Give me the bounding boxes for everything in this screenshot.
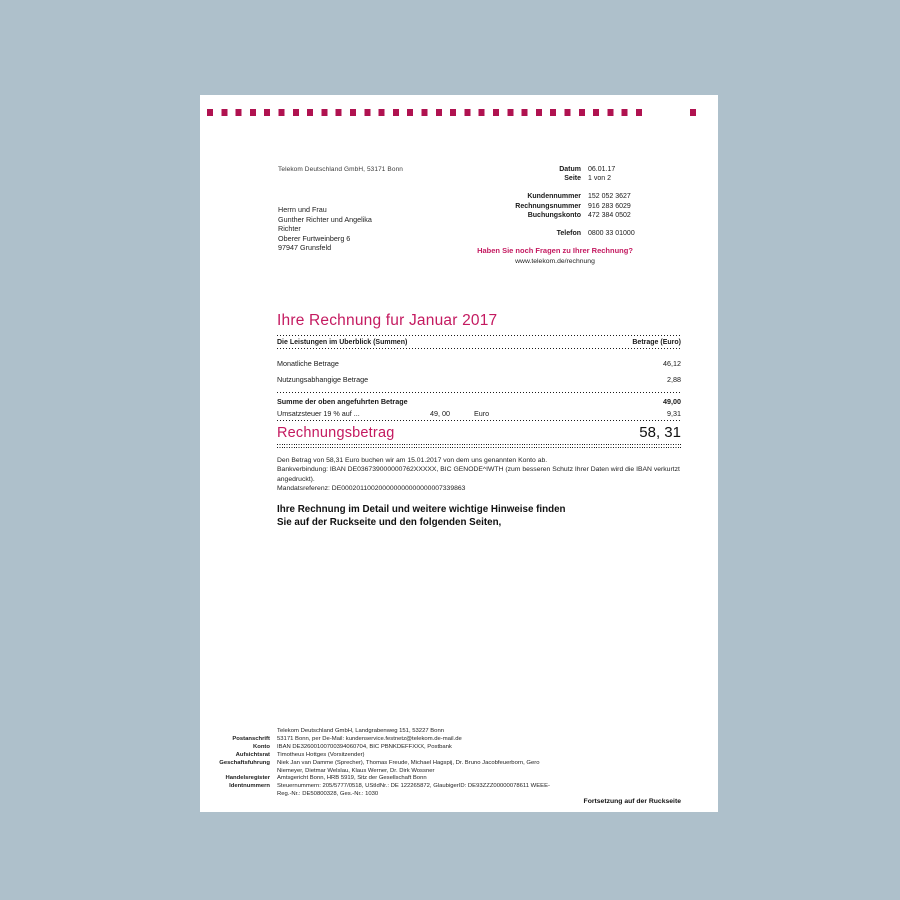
meta-label: Kundennummer: [527, 193, 581, 201]
total-row: [277, 424, 681, 444]
meta-row-telefon: [430, 229, 680, 238]
meta-label: Buchungskonto: [527, 211, 581, 219]
footer-row: [207, 775, 693, 783]
footer-row: [207, 783, 693, 799]
questions-headline: Haben Sie noch Fragen zu Ihrer Rechnung?: [477, 246, 633, 255]
invoice-body: [277, 312, 681, 529]
meta-label: Telefon: [556, 230, 581, 238]
payment-note-line: Mandatsreferenz: DE000201100200000000000000007339863: [277, 484, 466, 492]
tax-label: Umsatzsteuer 19 % auf ...: [277, 408, 360, 418]
footer-value: Steuernummern: 205/5777/0518, UStIdNr.: DE 122265872, GlaubigerID: DE93ZZZ00000078611 WEEE-Reg.-Nr.: DE50800328, Ges.-Nr.: 1030: [277, 783, 550, 798]
sum-label: Summe der oben angefuhrten Betrage: [277, 397, 408, 406]
punch-dot-single: [690, 109, 696, 116]
total-amount: 58, 31: [639, 424, 681, 441]
table-header-left: Die Leistungen im Uberblick (Summen): [277, 338, 408, 346]
contact-block: [405, 246, 705, 265]
footer-label: Identnummern: [229, 783, 270, 790]
footer-label: [207, 728, 270, 736]
table-row: [277, 373, 681, 387]
payment-note-line: Bankverbindung: IBAN DE036739000000762XXXXX, BIC GENODE^IWTH (zum besseren Schutz Ihrer Daten wird die IBAN verkurtzt angedruckt).: [277, 466, 680, 483]
recipient-line: Richter: [278, 224, 301, 234]
tax-row: [277, 409, 681, 419]
invoice-title: Ihre Rechnung fur Januar 2017: [277, 312, 498, 329]
continuation-note: Fortsetzung auf der Ruckseite: [583, 798, 681, 805]
footer-value: Timotheus Hottges (Vorsitzender): [277, 751, 365, 758]
footer-label: Geschaftsfuhrung: [219, 759, 270, 766]
recipient-line: 97947 Grunsfeld: [278, 243, 332, 253]
recipient-line: Gunther Richter und Angelika: [278, 214, 372, 224]
recipient-line: Oberer Furtweinberg 6: [278, 233, 351, 243]
footer-imprint: [207, 728, 693, 799]
tax-base-amount: 49, 00: [430, 408, 450, 418]
footer-row: [207, 736, 693, 744]
footer-value: Telekom Deutschland GmbH, Landgrabenweg 151, 53227 Bonn: [277, 728, 445, 734]
tax-currency: Euro: [474, 408, 490, 418]
table-row: [277, 357, 681, 371]
recipient-line: Herrn und Frau: [278, 205, 327, 214]
meta-row-seite: [430, 174, 680, 183]
footer-row: [207, 728, 693, 736]
meta-value: 152 052 3627: [588, 193, 631, 201]
sender-address-line: Telekom Deutschland GmbH, 53171 Bonn: [278, 166, 404, 173]
meta-value: 1 von 2: [588, 175, 611, 183]
footer-value: 53171 Bonn, per De-Mail: kundenservice.festnetz@telekom.de-mail.de: [277, 735, 462, 742]
meta-label: Rechnungsnummer: [515, 202, 581, 210]
footer-row: [207, 752, 693, 760]
footer-label: Handelsregister: [225, 775, 270, 782]
meta-row-rechnungsnummer: [430, 202, 680, 211]
meta-row-buchungskonto: [430, 211, 680, 220]
row-label: Nutzungsabhangige Betrage: [277, 374, 369, 384]
meta-label: Datum: [559, 166, 581, 173]
row-amount: 2,88: [667, 374, 681, 384]
invoice-meta-block: [430, 165, 680, 238]
sum-amount: 49,00: [663, 397, 681, 406]
row-amount: 46,12: [663, 359, 681, 368]
meta-label: Seite: [564, 175, 581, 183]
footer-value: Amtsgericht Bonn, HRB 5919, Sitz der Gesellschaft Bonn: [277, 775, 427, 782]
support-url[interactable]: www.telekom.de/rechnung: [515, 258, 595, 265]
total-rule-double: [277, 444, 681, 448]
footer-value: IBAN DE32600100700394060704, BIC PBNKDEFFXXX, Postbank: [277, 743, 452, 750]
meta-value: 0800 33 01000: [588, 230, 635, 238]
meta-value: 916 283 6029: [588, 202, 631, 210]
meta-value: 472 384 0502: [588, 211, 631, 219]
footer-row: [207, 744, 693, 752]
meta-value: 06.01.17: [588, 166, 616, 173]
payment-note-line: Den Betrag von 58,31 Euro buchen wir am 15.01.2017 von dem uns genannten Konto ab.: [277, 457, 548, 464]
payment-note: [277, 456, 681, 493]
total-label: Rechnungsbetrag: [277, 425, 395, 441]
footer-label: Postanschrift: [232, 735, 270, 742]
row-label: Monatliche Betrage: [277, 359, 339, 368]
footer-value: Niek Jan van Damme (Sprecher), Thomas Freude, Michael Hagspij, Dr. Bruno Jacobfeuerborn, Gero Niemeyer, Dietmar Welslau, Klaus Werner, Dr. Dirk Wossner: [277, 759, 540, 774]
sum-row: [277, 395, 681, 409]
invoice-page: [200, 95, 718, 812]
table-rule-bottom: [277, 420, 681, 421]
footer-label: Konto: [252, 743, 270, 750]
table-rule-under-header: [277, 348, 681, 349]
meta-row-kundennummer: [430, 192, 680, 201]
detail-hint: Ihre Rechnung im Detail und weitere wichtige Hinweise finden Sie auf der Ruckseite und den folgenden Seiten,: [277, 504, 566, 528]
table-rule-above-sum: [277, 392, 681, 393]
tax-amount: 9,31: [667, 408, 681, 418]
footer-row: [207, 760, 693, 776]
meta-row-datum: [430, 165, 680, 174]
punch-dots-row: [207, 109, 645, 116]
footer-label: Aufsichtsrat: [235, 751, 270, 758]
summary-table-header: [277, 336, 681, 348]
recipient-address-block: [278, 205, 372, 253]
table-header-right: Betrage (Euro): [632, 338, 681, 346]
